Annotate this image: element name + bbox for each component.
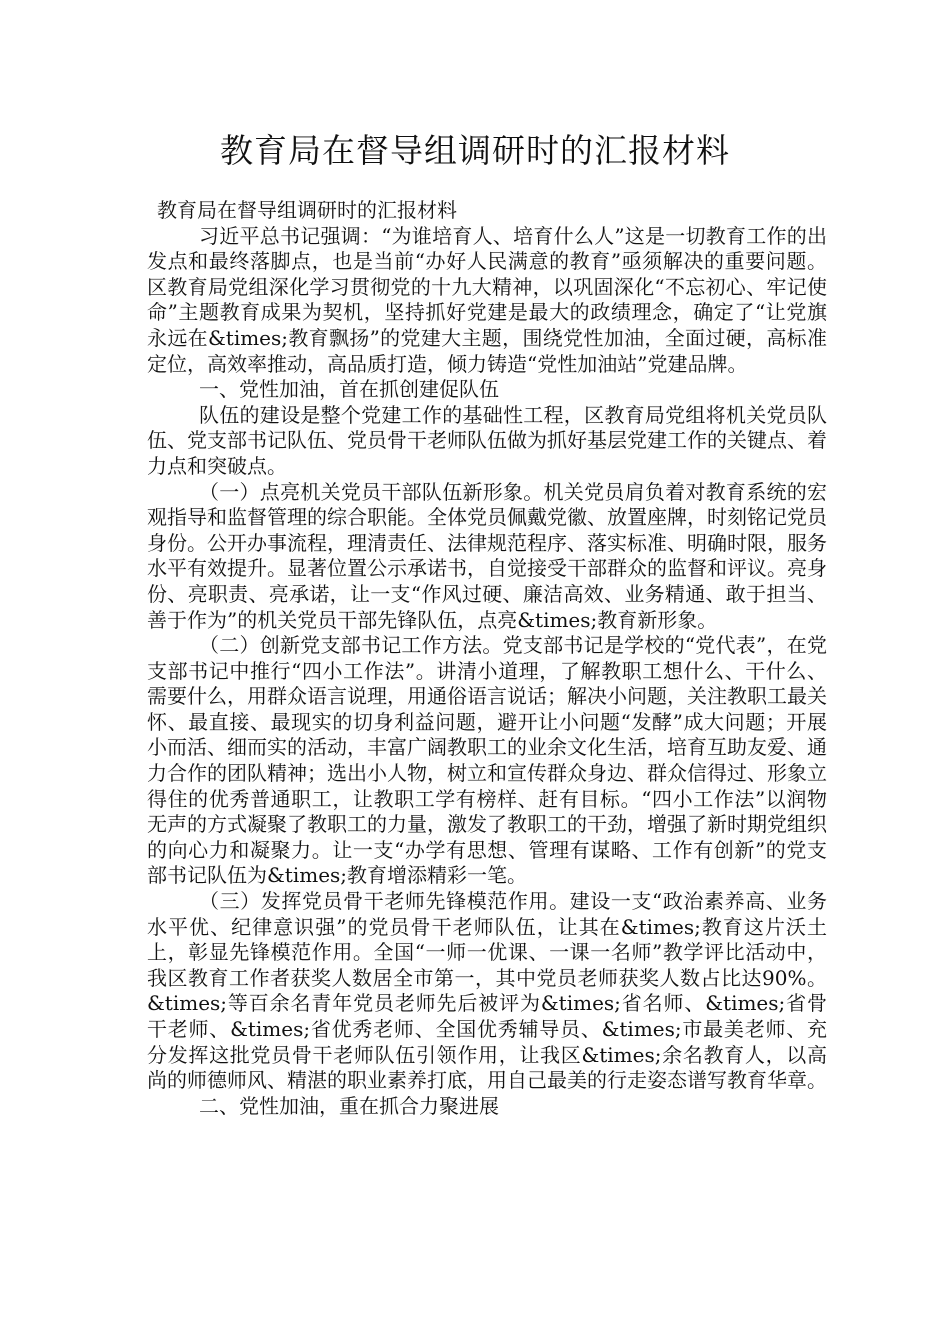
section-1-item-1: （一）点亮机关党员干部队伍新形象。机关党员肩负着对教育系统的宏观指导和监督管理的综合职能。全体党员佩戴党徽、放置座牌，时刻铭记党员身份。公开办事流程，理清责任、法律规范程序、落实标准、明确时限，服务水平有效提升。显著位置公示承诺书，自觉接受干部群众的监督和评议。亮身份、亮职责、亮承诺，让一支“作风过硬、廉洁高效、业务精通、敢于担当、善于作为”的机关党员干部先锋队伍，点亮&times;教育新形象。 [147,479,827,632]
section-heading-1: 一、党性加油，首在抓创建促队伍 [199,377,499,402]
document-title: 教育局在督导组调研时的汇报材料 [220,131,730,170]
section-1-paragraph: 队伍的建设是整个党建工作的基础性工程，区教育局党组将机关党员队伍、党支部书记队伍、党员骨干老师队伍做为抓好基层党建工作的关键点、着力点和突破点。 [147,402,827,478]
section-heading-2: 二、党性加油，重在抓合力聚进展 [199,1093,499,1118]
document-subtitle: 教育局在督导组调研时的汇报材料 [157,198,457,222]
intro-paragraph: 习近平总书记强调：“为谁培育人、培育什么人”这是一切教育工作的出发点和最终落脚点，也是当前“办好人民满意的教育”亟须解决的重要问题。区教育局党组深化学习贯彻党的十九大精神，以巩固深化“不忘初心、牢记使命”主题教育成果为契机，坚持抓好党建是最大的政绩理念，确定了“让党旗永远在&times;教育飘扬”的党建大主题，围绕党性加油，全面过硬，高标准定位，高效率推动，高品质打造，倾力铸造“党性加油站”党建品牌。 [147,223,827,376]
document-body [147,198,827,1119]
section-1-item-3: （三）发挥党员骨干老师先锋模范作用。建设一支“政治素养高、业务水平优、纪律意识强”的党员骨干老师队伍，让其在&times;教育这片沃土上，彰显先锋模范作用。全国“一师一优课、一课一名师”教学评比活动中，我区教育工作者获奖人数居全市第一，其中党员老师获奖人数占比达90%。&times;等百余名青年党员老师先后被评为&times;省名师、&times;省骨干老师、&times;省优秀老师、全国优秀辅导员、&times;市最美老师、充分发挥这批党员骨干老师队伍引领作用，让我区&times;余名教育人，以高尚的师德师风、精湛的职业素养打底，用自己最美的行走姿态谱写教育华章。 [147,889,827,1093]
section-1-item-2: （二）创新党支部书记工作方法。党支部书记是学校的“党代表”，在党支部书记中推行“四小工作法”。讲清小道理，了解教职工想什么、干什么、需要什么，用群众语言说理，用通俗语言说话；解决小问题，关注教职工最关怀、最直接、最现实的切身利益问题，避开让小问题“发酵”成大问题；开展小而活、细而实的活动，丰富广阔教职工的业余文化生活，培育互助友爱、通力合作的团队精神；选出小人物，树立和宣传群众身边、群众信得过、形象立得住的优秀普通职工，让教职工学有榜样、赶有目标。“四小工作法”以润物无声的方式凝聚了教职工的力量，激发了教职工的干劲，增强了新时期党组织的向心力和凝聚力。让一支“办学有思想、管理有谋略、工作有创新”的党支部书记队伍为&times;教育增添精彩一笔。 [147,633,827,888]
